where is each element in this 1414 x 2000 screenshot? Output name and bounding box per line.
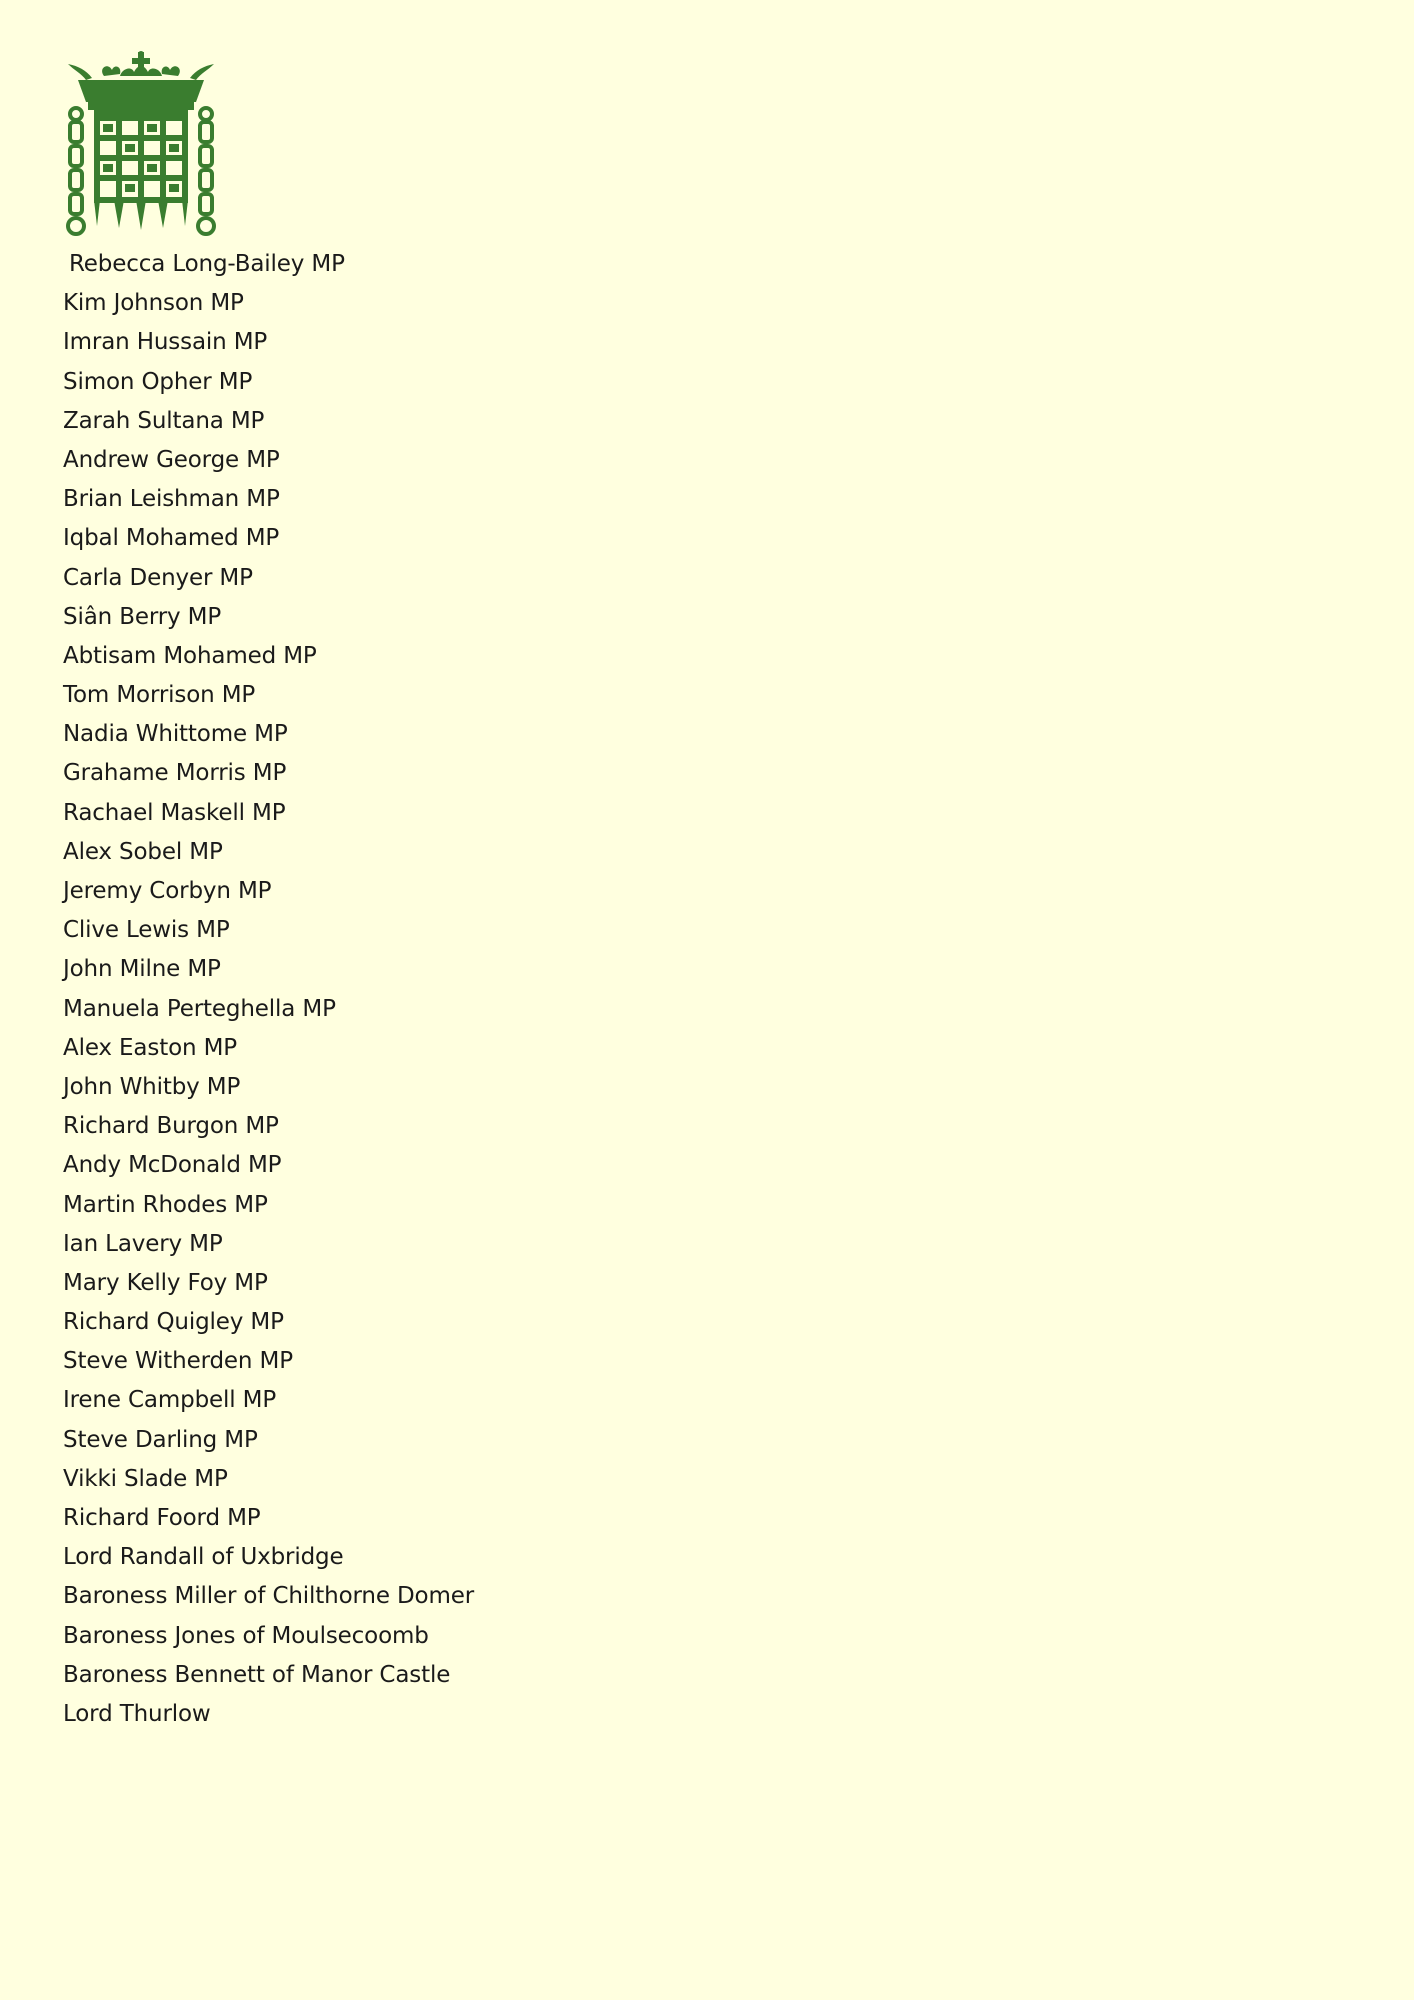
- signatory-name: Richard Foord MP: [63, 1505, 261, 1531]
- signatory-name: Mary Kelly Foy MP: [63, 1269, 268, 1296]
- signatory-name: John Whitby MP: [63, 1073, 241, 1100]
- signatory-name: Rachael Maskell MP: [63, 799, 286, 826]
- portcullis-crown-icon: [64, 50, 218, 238]
- signatory-name: Kim Johnson MP: [63, 290, 244, 317]
- signatory-name: John Milne MP: [63, 956, 221, 983]
- signatory-name: Rebecca Long-Bailey MP: [69, 251, 345, 277]
- signatory-name: Irene Campbell MP: [63, 1387, 277, 1414]
- signatory-name: Simon Opher MP: [63, 368, 253, 395]
- signatory-name: Clive Lewis MP: [63, 917, 230, 944]
- signatory-name: Steve Darling MP: [63, 1426, 258, 1453]
- signatory-name: Martin Rhodes MP: [63, 1191, 268, 1218]
- signatory-name: Richard Burgon MP: [63, 1113, 279, 1140]
- signatory-name: Baroness Bennett of Manor Castle: [63, 1661, 451, 1688]
- signatory-name: Andrew George MP: [63, 446, 280, 473]
- signatory-name: Grahame Morris MP: [63, 760, 287, 787]
- signatory-name: Andy McDonald MP: [63, 1152, 282, 1179]
- signatory-name: Alex Easton MP: [63, 1034, 237, 1061]
- signatory-name: Baroness Jones of Moulsecoomb: [63, 1622, 429, 1649]
- signatory-name: Nadia Whittome MP: [63, 721, 288, 748]
- signatory-name: Steve Witherden MP: [63, 1348, 293, 1375]
- signatory-name: Vikki Slade MP: [63, 1465, 228, 1492]
- signatory-name: Lord Randall of Uxbridge: [63, 1544, 344, 1571]
- signatory-name: Zarah Sultana MP: [63, 407, 265, 434]
- signatory-name: Jeremy Corbyn MP: [63, 878, 272, 904]
- signatory-name: Baroness Miller of Chilthorne Domer: [63, 1583, 475, 1610]
- signatory-name: Iqbal Mohamed MP: [63, 525, 280, 552]
- signatory-list: [63, 245, 474, 1734]
- signatory-name: Siân Berry MP: [63, 603, 222, 630]
- signatory-name: Imran Hussain MP: [63, 329, 268, 356]
- signatory-name: Tom Morrison MP: [63, 682, 256, 709]
- signatory-name: Richard Quigley MP: [63, 1309, 284, 1336]
- signatory-name: Manuela Perteghella MP: [63, 995, 336, 1022]
- signatory-name: Lord Thurlow: [63, 1700, 211, 1727]
- signatory-name: Alex Sobel MP: [63, 838, 223, 865]
- signatory-name: Carla Denyer MP: [63, 564, 253, 591]
- signatory-name: Ian Lavery MP: [63, 1230, 223, 1257]
- signatory-name: Abtisam Mohamed MP: [63, 642, 317, 669]
- signatory-name: Brian Leishman MP: [63, 486, 280, 513]
